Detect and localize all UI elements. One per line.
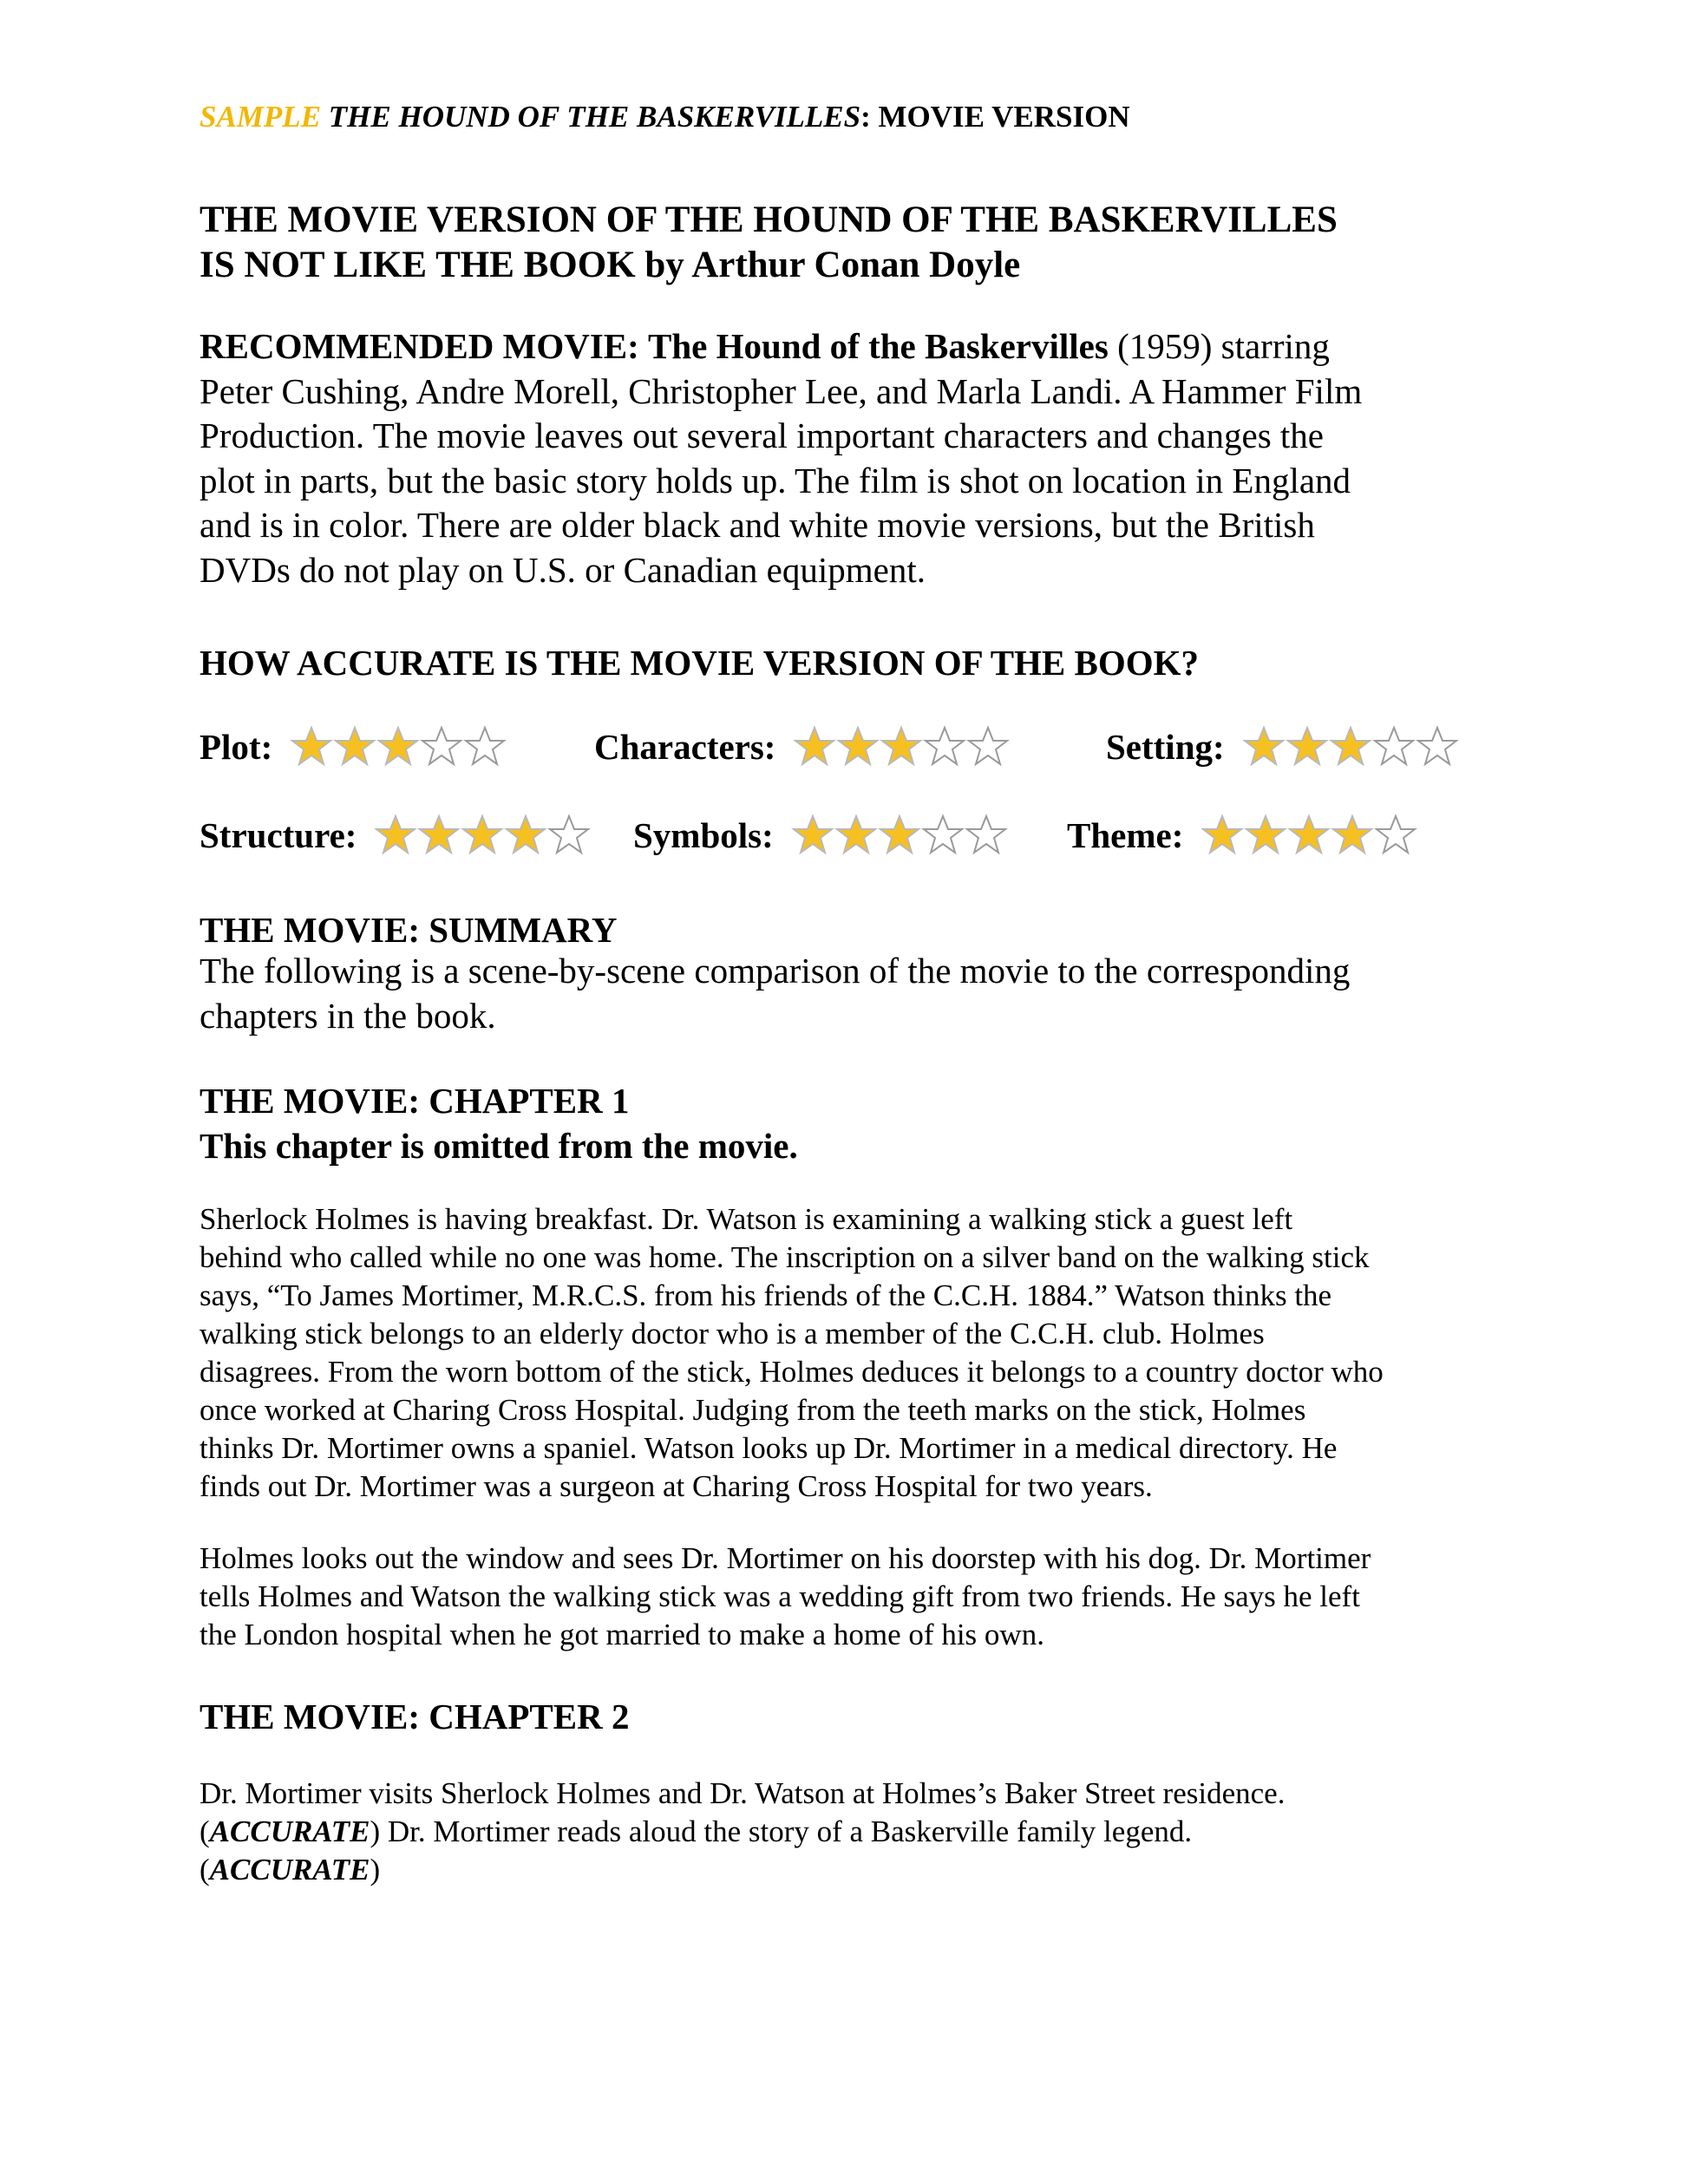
star-rating — [374, 814, 591, 857]
paragraph-line: Holmes looks out the window and sees Dr. Mortimer on his doorstep with his dog. Dr. Mortimer — [200, 1541, 1371, 1575]
page-title — [200, 198, 1338, 288]
paragraph-line: disagrees. From the worn bottom of the stick, Holmes deduces it belongs to a country doctor who — [200, 1355, 1384, 1389]
recommended-line-3: Production. The movie leaves out several important characters and changes the — [200, 415, 1324, 455]
rating-structure — [200, 814, 591, 857]
star-filled-icon — [504, 814, 547, 857]
chapter-2-line-3: (ACCURATE) — [200, 1853, 381, 1886]
star-filled-icon — [417, 814, 461, 857]
paragraph-line: once worked at Charing Cross Hospital. Judging from the teeth marks on the stick, Holmes — [200, 1393, 1306, 1427]
title-line-2: IS NOT LIKE THE BOOK by Arthur Conan Doyle — [200, 245, 1021, 285]
paragraph-line: finds out Dr. Mortimer was a surgeon at Charing Cross Hospital for two years. — [200, 1469, 1153, 1503]
recommended-line-1-rest: (1959) starring — [1117, 326, 1330, 366]
running-header-suffix: : MOVIE VERSION — [860, 100, 1130, 134]
running-header-book-title: THE HOUND OF THE BASKERVILLES — [328, 100, 861, 134]
star-empty-icon — [966, 725, 1010, 768]
star-empty-icon — [1374, 814, 1417, 857]
star-empty-icon — [463, 725, 507, 768]
accurate-label: ACCURATE — [209, 1853, 370, 1886]
chapter-2-heading: THE MOVIE: CHAPTER 2 — [200, 1697, 630, 1736]
chapter-1-heading: THE MOVIE: CHAPTER 1 — [200, 1081, 630, 1121]
chapter-1-subheading: This chapter is omitted from the movie. — [200, 1126, 798, 1166]
chapter-2-line-2: (ACCURATE) Dr. Mortimer reads aloud the story of a Baskerville family legend. — [200, 1815, 1193, 1848]
star-filled-icon — [1329, 725, 1372, 768]
star-filled-icon — [878, 814, 921, 857]
recommended-movie-title: The Hound of the Baskervilles — [648, 326, 1109, 366]
rating-label: Structure: — [200, 815, 357, 855]
star-empty-icon — [547, 814, 591, 857]
chapter-1-paragraph-2 — [200, 1540, 1501, 1654]
star-empty-icon — [965, 814, 1008, 857]
star-filled-icon — [374, 814, 417, 857]
accurate-label: ACCURATE — [209, 1815, 370, 1848]
summary-body — [200, 949, 1350, 1038]
star-filled-icon — [376, 725, 420, 768]
rating-label: Plot: — [200, 727, 273, 767]
star-filled-icon — [1242, 725, 1286, 768]
star-rating — [1201, 814, 1417, 857]
rating-theme — [1067, 814, 1417, 857]
recommended-movie-paragraph — [200, 324, 1501, 592]
summary-heading: THE MOVIE: SUMMARY — [200, 910, 618, 950]
rating-label: Setting: — [1106, 727, 1225, 767]
recommended-line-4: plot in parts, but the basic story holds up. The film is shot on location in England — [200, 460, 1351, 500]
star-filled-icon — [793, 725, 836, 768]
star-rating — [791, 814, 1008, 857]
summary-line-1: The following is a scene-by-scene comparison of the movie to the corresponding — [200, 951, 1351, 991]
recommended-line-2: Peter Cushing, Andre Morell, Christopher Lee, and Marla Landi. A Hammer Film — [200, 370, 1363, 411]
star-filled-icon — [333, 725, 376, 768]
star-filled-icon — [1201, 814, 1244, 857]
rating-symbols — [633, 814, 1008, 857]
chapter-2-paragraph — [200, 1775, 1501, 1889]
star-filled-icon — [1244, 814, 1287, 857]
star-filled-icon — [461, 814, 504, 857]
rating-label: Symbols: — [633, 815, 774, 855]
star-filled-icon — [1287, 814, 1331, 857]
star-filled-icon — [1331, 814, 1374, 857]
star-rating — [793, 725, 1010, 768]
paragraph-line: walking stick belongs to an elderly doctor who is a member of the C.C.H. club. Holmes — [200, 1317, 1265, 1350]
rating-plot — [200, 725, 507, 768]
paragraph-line: behind who called while no one was home. The inscription on a silver band on the walking stick — [200, 1240, 1370, 1274]
running-header — [200, 100, 1130, 134]
star-filled-icon — [791, 814, 834, 857]
star-filled-icon — [1286, 725, 1329, 768]
rating-setting — [1106, 725, 1459, 768]
star-empty-icon — [921, 814, 965, 857]
star-empty-icon — [923, 725, 966, 768]
rating-characters — [594, 725, 1010, 768]
recommended-label: RECOMMENDED MOVIE: — [200, 326, 639, 366]
star-rating — [290, 725, 507, 768]
star-filled-icon — [880, 725, 923, 768]
accuracy-heading: HOW ACCURATE IS THE MOVIE VERSION OF THE BOOK? — [200, 643, 1200, 683]
recommended-line-5: and is in color. There are older black and white movie versions, but the British — [200, 505, 1315, 545]
star-filled-icon — [836, 725, 880, 768]
paragraph-line: the London hospital when he got married to make a home of his own. — [200, 1618, 1044, 1651]
star-empty-icon — [1416, 725, 1459, 768]
title-line-1: THE MOVIE VERSION OF THE HOUND OF THE BASKERVILLES — [200, 199, 1338, 240]
paragraph-line: thinks Dr. Mortimer owns a spaniel. Watson looks up Dr. Mortimer in a medical directory. He — [200, 1431, 1338, 1465]
summary-line-2: chapters in the book. — [200, 995, 496, 1036]
sample-label: SAMPLE — [200, 100, 322, 134]
paragraph-line: says, “To James Mortimer, M.R.C.S. from his friends of the C.C.H. 1884.” Watson thinks the — [200, 1278, 1332, 1312]
paragraph-line: tells Holmes and Watson the walking stick was a wedding gift from two friends. He says he left — [200, 1579, 1360, 1613]
recommended-line-6: DVDs do not play on U.S. or Canadian equipment. — [200, 549, 926, 590]
star-rating — [1242, 725, 1459, 768]
chapter-2-line-1: Dr. Mortimer visits Sherlock Holmes and Dr. Watson at Holmes’s Baker Street residence. — [200, 1776, 1286, 1810]
paragraph-line: Sherlock Holmes is having breakfast. Dr. Watson is examining a walking stick a guest left — [200, 1202, 1293, 1236]
star-filled-icon — [290, 725, 333, 768]
star-empty-icon — [420, 725, 463, 768]
star-empty-icon — [1372, 725, 1416, 768]
rating-label: Theme: — [1067, 815, 1184, 855]
rating-label: Characters: — [594, 727, 776, 767]
chapter-1-paragraph-1 — [200, 1200, 1501, 1506]
chapter-2-line-2-rest: Dr. Mortimer reads aloud the story of a Baskerville family legend. — [387, 1815, 1193, 1848]
star-filled-icon — [834, 814, 878, 857]
